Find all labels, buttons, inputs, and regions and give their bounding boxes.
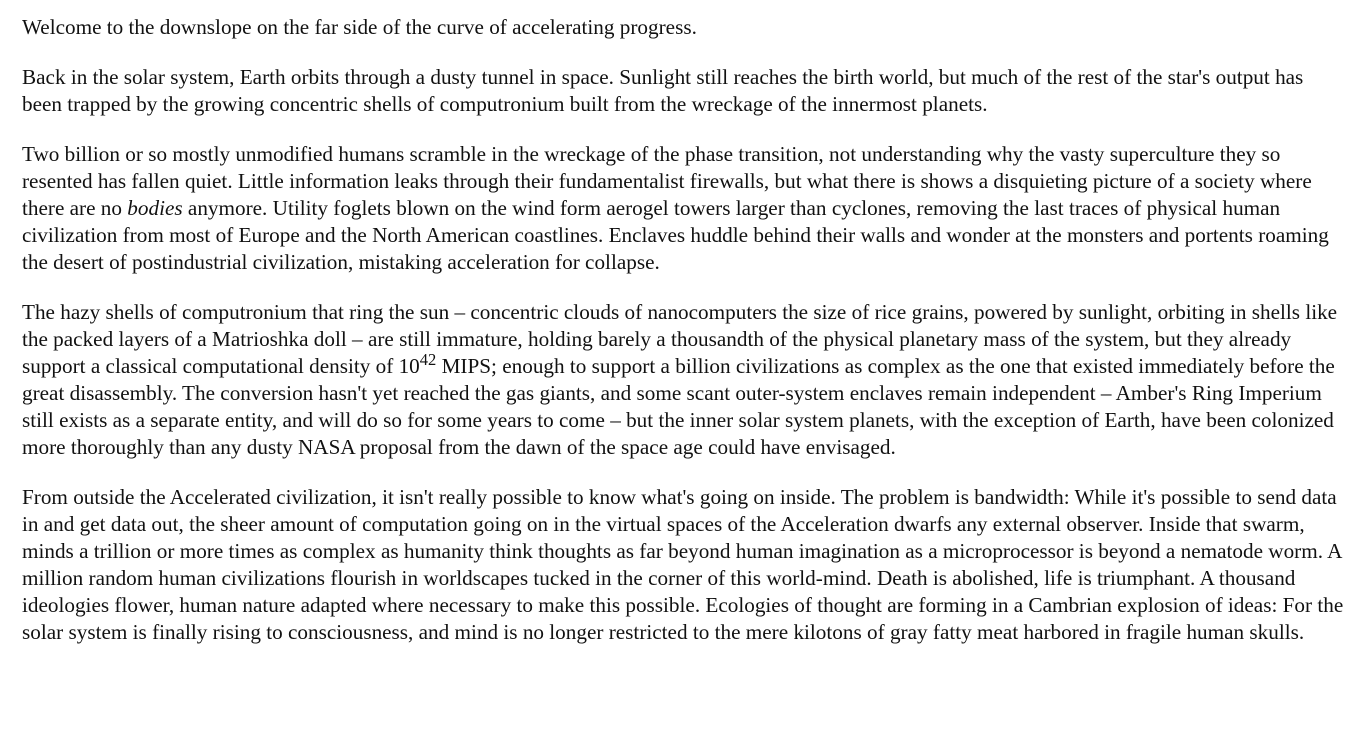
paragraph-unmodified-humans [22,141,1346,276]
paragraph-text: The hazy shells of computronium that ring the sun – concentric clouds of nanocomputers the size of rice grains, powered by sunlight, orbiting in shells like the packed layers of a Matrioshka doll – are still immature, holding barely a thousandth of the physical planetary mass of the system, but they already support a classical computational density of 10 [22,300,1338,378]
paragraph-text: MIPS; enough to support a billion civilizations as complex as the one that existed immediately before the great disassembly. The conversion hasn't yet reached the gas giants, and some scant outer-system enclaves remain independent – Amber's Ring Imperium still exists as a separate entity, and will do so for some years to come – but the inner solar system planets, with the exception of Earth, have been colonized more thoroughly than any dusty NASA proposal from the dawn of the space age could have envisaged. [22,354,1335,459]
exponent: 42 [419,349,437,369]
paragraph-text: Two billion or so mostly unmodified humans scramble in the wreckage of the phase transition, not understanding why the vasty superculture they so resented has fallen quiet. Little information leaks through their fundamentalist firewalls, but what there is shows a disquieting picture of a society where there are no [22,142,1312,220]
paragraph-text: anymore. Utility foglets blown on the wind form aerogel towers larger than cyclones, removing the last traces of physical human civilization from most of Europe and the North American coastlines. Enclaves huddle behind their walls and wonder at the monsters and portents roaming the desert of postindustrial civilization, mistaking acceleration for collapse. [22,196,1329,274]
paragraph-computronium-shells [22,299,1346,461]
paragraph-solar-system: Back in the solar system, Earth orbits through a dusty tunnel in space. Sunlight still reaches the birth world, but much of the rest of the star's output has been trapped by the growing concentric shells of computronium built from the wreckage of the innermost planets. [22,65,1304,116]
paragraph-intro: Welcome to the downslope on the far side of the curve of accelerating progress. [22,15,697,39]
emphasized-word: bodies [127,196,183,220]
paragraph-accelerated-civilization: From outside the Accelerated civilization, it isn't really possible to know what's going on inside. The problem is bandwidth: While it's possible to send data in and get data out, the sheer amount of computation going on in the virtual spaces of the Acceleration dwarfs any external observer. Inside that swarm, minds a trillion or more times as complex as humanity think thoughts as far beyond human imagination as a microprocessor is beyond a nematode worm. A million random human civilizations flourish in worldscapes tucked in the corner of this world-mind. Death is abolished, life is triumphant. A thousand ideologies flower, human nature adapted where necessary to make this possible. Ecologies of thought are forming in a Cambrian explosion of ideas: For the solar system is finally rising to consciousness, and mind is no longer restricted to the mere kilotons of gray fatty meat harbored in fragile human skulls. [22,485,1344,644]
